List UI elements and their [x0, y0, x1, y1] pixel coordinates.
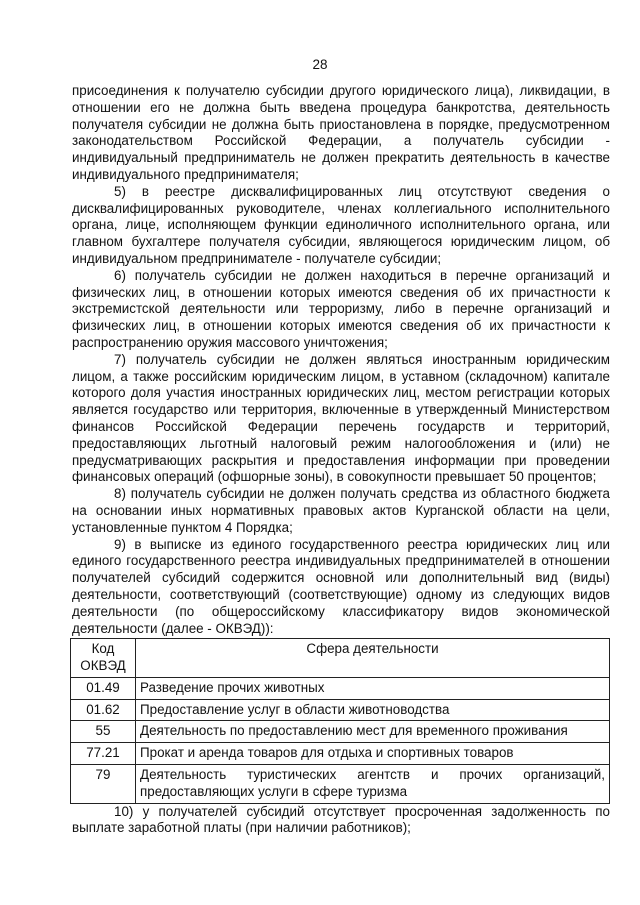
table-row [71, 699, 610, 721]
paragraph-item-7: 7) получатель субсидии не должен являться иностранным юридическим лицом, а также российским юридическим лицом, в уставном (складочном) капитале которого доля участия иностранных юридических лиц, местом регистрации которых является государство или территория, включенные в утвержденный Министерством финансов Российской Федерации перечень государств и территорий, предоставляющих льготный налоговый режим налогообложения и (или) не предусматривающих раскрытия и предоставления информации при проведении финансовых операций (офшорные зоны), в совокупности превышает 50 процентов; [72, 351, 610, 485]
okved-table [70, 638, 610, 803]
okved-code: 79 [71, 765, 136, 804]
document-body [72, 83, 610, 837]
activity-area: Деятельность по предоставлению мест для временного проживания [136, 721, 610, 743]
table-row [71, 677, 610, 699]
paragraph-item-5: 5) в реестре дисквалифицированных лиц отсутствуют сведения о дисквалифицированных руководителе, членах коллегиального исполнительного органа, лице, исполняющем функции единоличного исполнительного органа, или главном бухгалтере получателя субсидии, являющегося юридическим лицом, об индивидуальном предпринимателе - получателе субсидии; [72, 183, 610, 266]
table-row [71, 743, 610, 765]
activity-area: Деятельность туристических агентств и прочих организаций, предоставляющих услуги в сфере туризма [136, 765, 610, 804]
activity-area: Разведение прочих животных [136, 677, 610, 699]
table-row [71, 721, 610, 743]
okved-code: 01.62 [71, 699, 136, 721]
table-row [71, 765, 610, 804]
page-number: 28 [312, 57, 328, 72]
table-header-row [71, 639, 610, 678]
paragraph-item-6: 6) получатель субсидии не должен находиться в перечне организаций и физических лиц, в отношении которых имеются сведения об их причастности к экстремистской деятельности или терроризму, либо в перечне организаций и физических лиц, в отношении которых имеются сведения об их причастности к распространению оружия массового уничтожения; [72, 267, 610, 350]
paragraph-continuation: присоединения к получателю субсидии другого юридического лица), ликвидации, в отношении его не должна быть введена процедура банкротства, деятельность получателя субсидии не должна быть приостановлена в порядке, предусмотренном законодательством Российской Федерации, а получатель субсидии - индивидуальный предприниматель не должен прекратить деятельность в качестве индивидуального предпринимателя; [72, 83, 610, 182]
okved-code: 77.21 [71, 743, 136, 765]
okved-code: 55 [71, 721, 136, 743]
header-area: Сфера деятельности [136, 639, 610, 678]
paragraph-item-10: 10) у получателей субсидий отсутствует просроченная задолженность по выплате заработной платы (при наличии работников); [72, 803, 610, 836]
activity-area: Предоставление услуг в области животноводства [136, 699, 610, 721]
okved-code: 01.49 [71, 677, 136, 699]
activity-area: Прокат и аренда товаров для отдыха и спортивных товаров [136, 743, 610, 765]
paragraph-item-9: 9) в выписке из единого государственного реестра юридических лиц или единого государственного реестра индивидуальных предпринимателей в отношении получателей субсидий содержится основной или дополнительный вид (виды) деятельности, соответствующий (соответствующие) одному из следующих видов деятельности (по общероссийскому классификатору видов экономической деятельности (далее - ОКВЭД)): [72, 536, 610, 636]
header-code: Код ОКВЭД [71, 639, 136, 678]
paragraph-item-8: 8) получатель субсидии не должен получать средства из областного бюджета на основании иных нормативных правовых актов Курганской области на цели, установленные пунктом 4 Порядка; [72, 486, 610, 535]
